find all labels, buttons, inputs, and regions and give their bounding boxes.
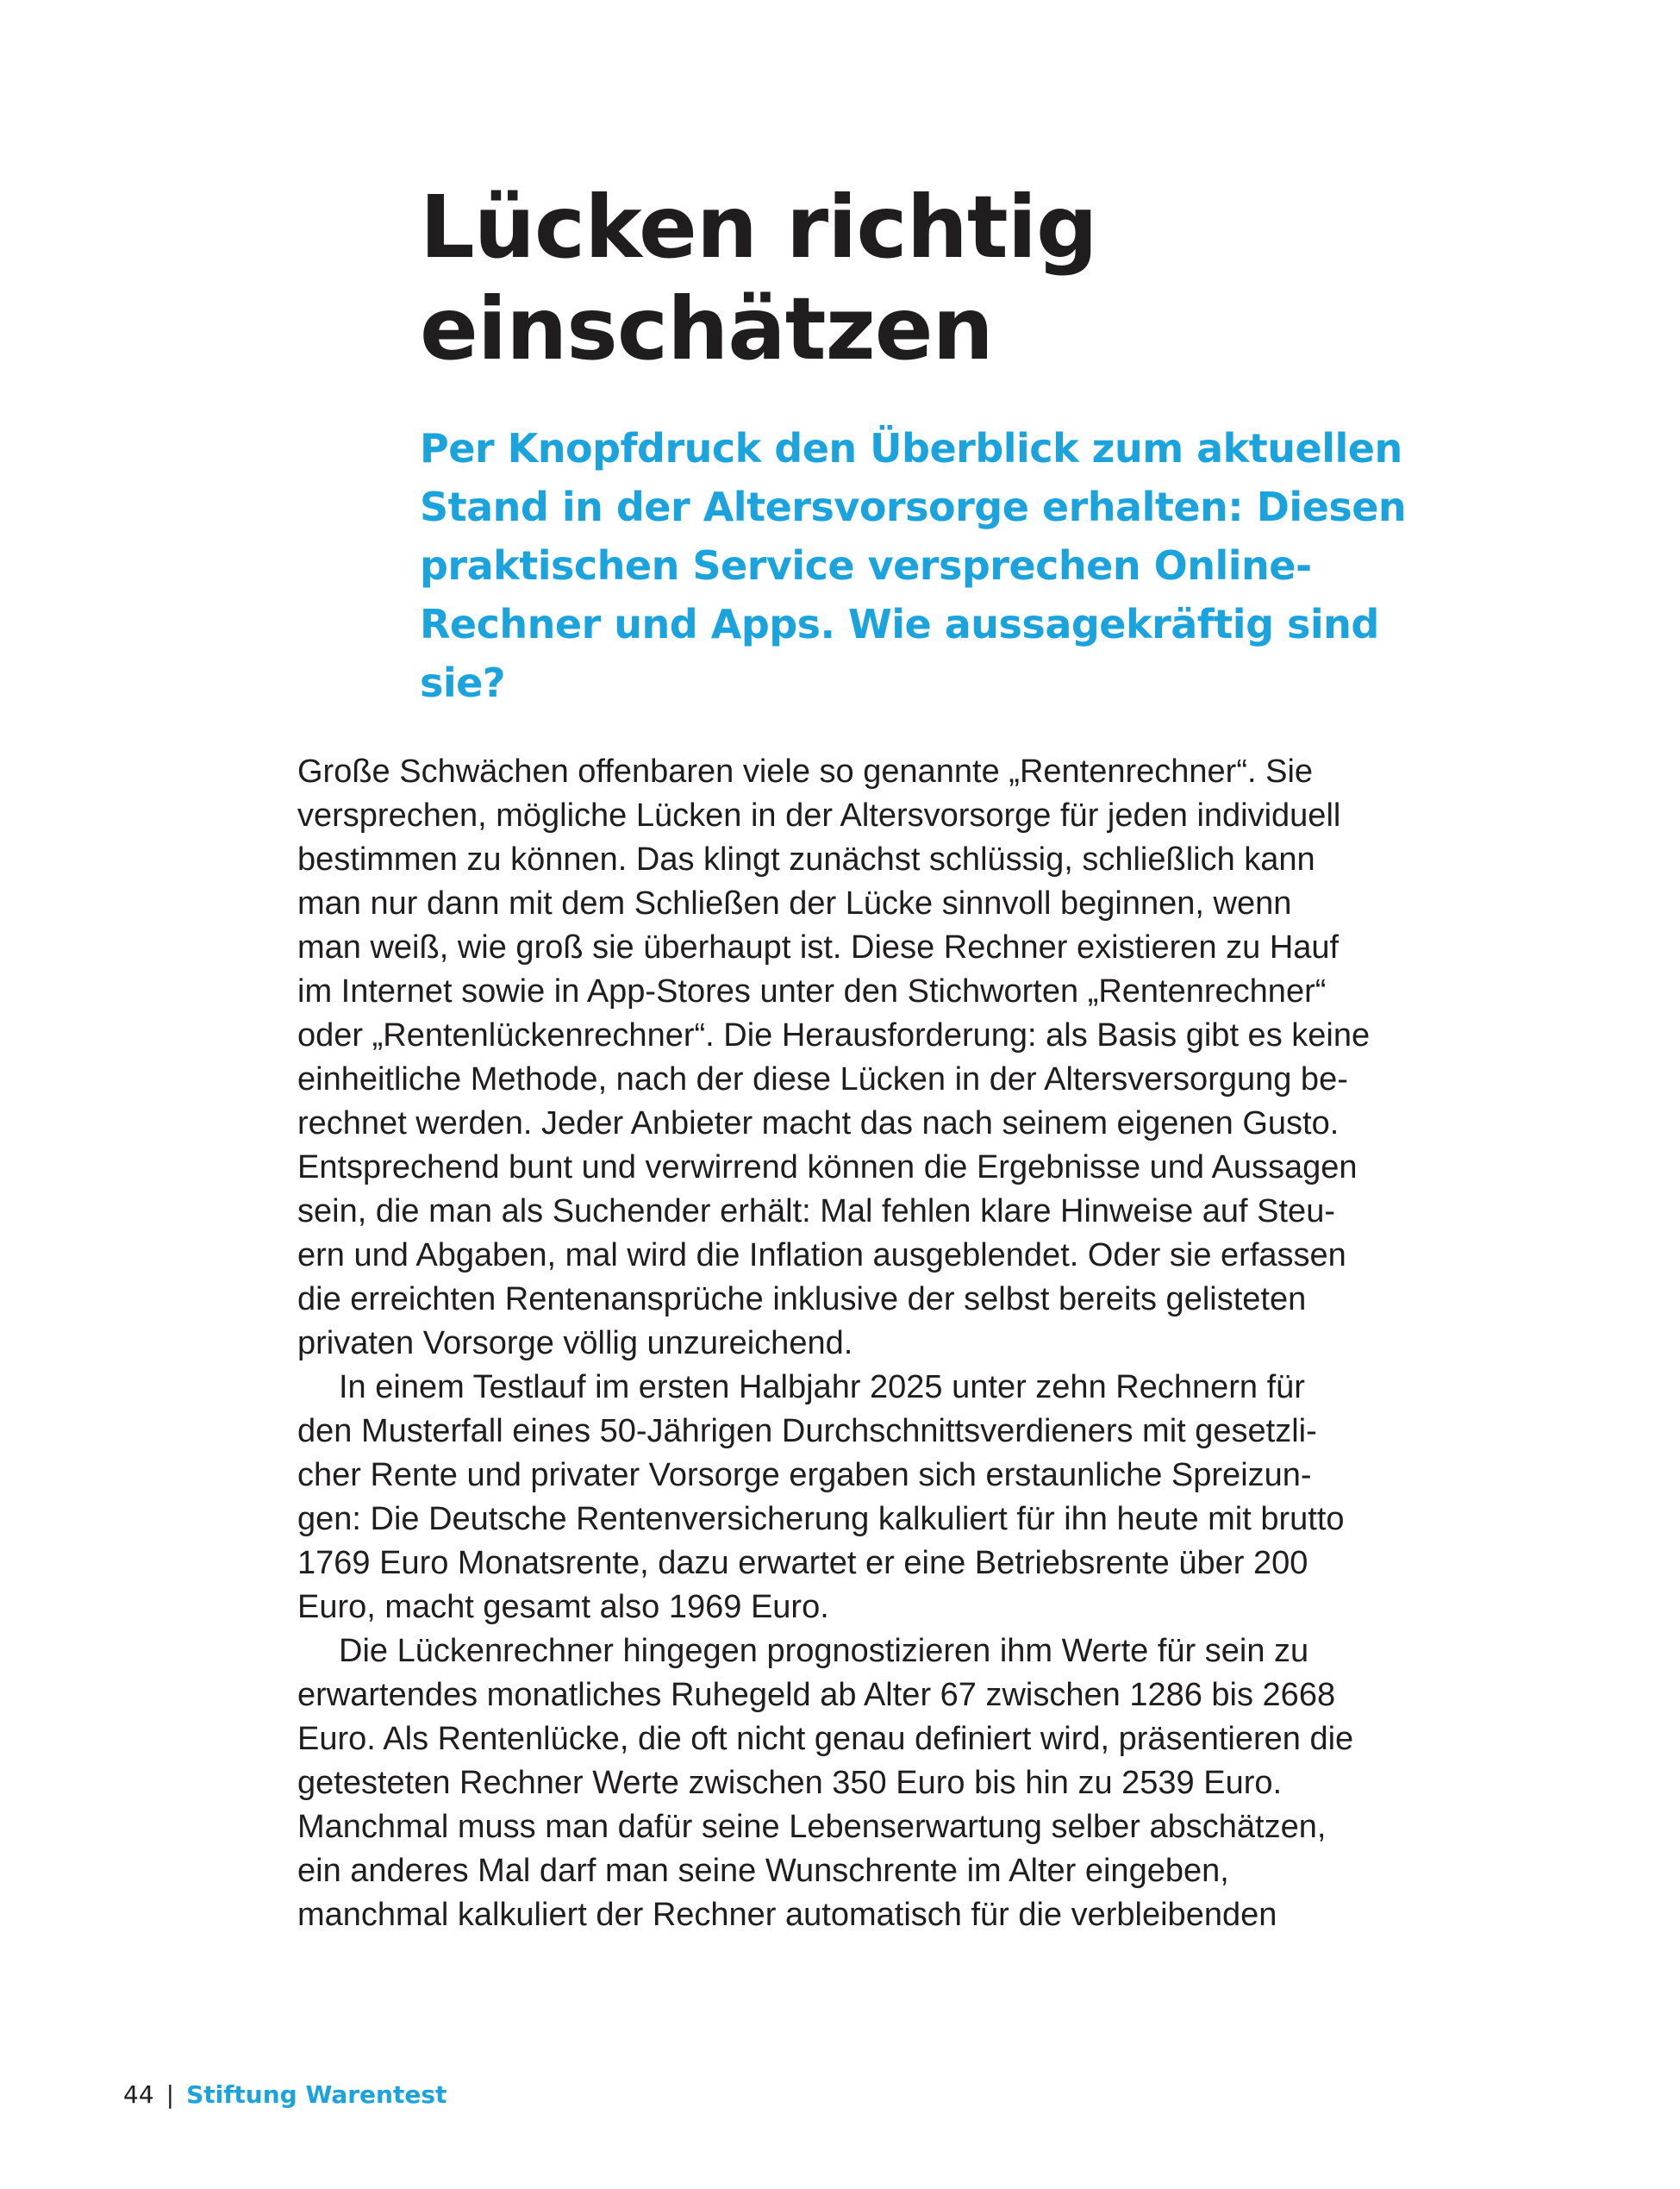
body-line: erwartendes monatliches Ruhegeld ab Alter 67 zwischen 1286 bis 2668: [297, 1677, 1336, 1713]
body-line: bestimmen zu können. Das klingt zunächst schlüssig, schließlich kann: [297, 841, 1315, 878]
lead-line: Per Knopfdruck den Überblick zum aktuellen: [420, 425, 1402, 472]
lead-line: Stand in der Altersvorsorge erhalten: Diesen: [420, 484, 1407, 530]
body-line: versprechen, mögliche Lücken in der Altersvorsorge für jeden individuell: [297, 797, 1341, 834]
article-body: [297, 750, 1392, 1937]
body-line: man weiß, wie groß sie überhaupt ist. Diese Rechner existieren zu Hauf: [297, 929, 1340, 966]
body-line: ein anderes Mal darf man seine Wunschrente im Alter eingeben,: [297, 1853, 1229, 1889]
body-line: Große Schwächen offenbaren viele so genannte „Rentenrechner“. Sie: [297, 754, 1314, 790]
body-line: ern und Abgaben, mal wird die Inflation ausgeblendet. Oder sie erfassen: [297, 1237, 1346, 1273]
body-line: oder „Rentenlückenrechner“. Die Herausforderung: als Basis gibt es keine: [297, 1017, 1371, 1054]
body-line: cher Rente und privater Vorsorge ergaben sich erstaunliche Spreizun-: [297, 1457, 1312, 1493]
body-line: man nur dann mit dem Schließen der Lücke sinnvoll beginnen, wenn: [297, 885, 1292, 922]
article-lead: [420, 419, 1420, 712]
body-line: 1769 Euro Monatsrente, dazu erwartet er eine Betriebsrente über 200: [297, 1545, 1308, 1581]
body-line: rechnet werden. Jeder Anbieter macht das nach seinem eigenen Gusto.: [297, 1105, 1340, 1141]
lead-line: praktischen Service versprechen Online-: [420, 542, 1312, 589]
body-line: getesteten Rechner Werte zwischen 350 Euro bis hin zu 2539 Euro.: [297, 1765, 1283, 1801]
body-line: gen: Die Deutsche Rentenversicherung kalkuliert für ihn heute mit brutto: [297, 1501, 1345, 1537]
body-line: privaten Vorsorge völlig unzureichend.: [297, 1325, 853, 1361]
footer-separator: |: [166, 2080, 175, 2109]
page-footer: [123, 2078, 447, 2112]
body-line: Euro, macht gesamt also 1969 Euro.: [297, 1589, 829, 1625]
body-paragraph-1: [297, 750, 1392, 1366]
body-line: manchmal kalkuliert der Rechner automatisch für die verbleibenden: [297, 1897, 1277, 1933]
body-paragraph-3: [297, 1629, 1392, 1937]
page-number: 44: [123, 2080, 154, 2109]
body-line: den Musterfall eines 50-Jährigen Durchschnittsverdieners mit gesetzli-: [297, 1413, 1317, 1449]
lead-line: sie?: [420, 660, 506, 706]
title-line: Lücken richtig: [420, 177, 1097, 278]
body-paragraph-2: [297, 1366, 1392, 1629]
body-line: die erreichten Rentenansprüche inklusive der selbst bereits gelisteten: [297, 1281, 1307, 1317]
publisher-name: Stiftung Warentest: [186, 2080, 447, 2109]
body-line: im Internet sowie in App-Stores unter den Stichworten „Rentenrechner“: [297, 973, 1327, 1010]
lead-line: Rechner und Apps. Wie aussagekräftig sind: [420, 601, 1379, 647]
body-line: sein, die man als Suchender erhält: Mal fehlen klare Hinweise auf Steu-: [297, 1193, 1335, 1229]
body-line: In einem Testlauf im ersten Halbjahr 2025 unter zehn Rechnern für: [339, 1369, 1305, 1405]
article-title: [420, 177, 1454, 380]
body-line: Manchmal muss man dafür seine Lebenserwartung selber abschätzen,: [297, 1809, 1327, 1845]
title-line: einschätzen: [420, 278, 993, 379]
body-line: Entsprechend bunt und verwirrend können die Ergebnisse und Aussagen: [297, 1149, 1358, 1185]
body-line: Euro. Als Rentenlücke, die oft nicht genau definiert wird, präsentieren die: [297, 1721, 1354, 1757]
body-line: Die Lückenrechner hingegen prognostizieren ihm Werte für sein zu: [339, 1633, 1309, 1669]
body-line: einheitliche Methode, nach der diese Lücken in der Altersversorgung be-: [297, 1061, 1348, 1098]
